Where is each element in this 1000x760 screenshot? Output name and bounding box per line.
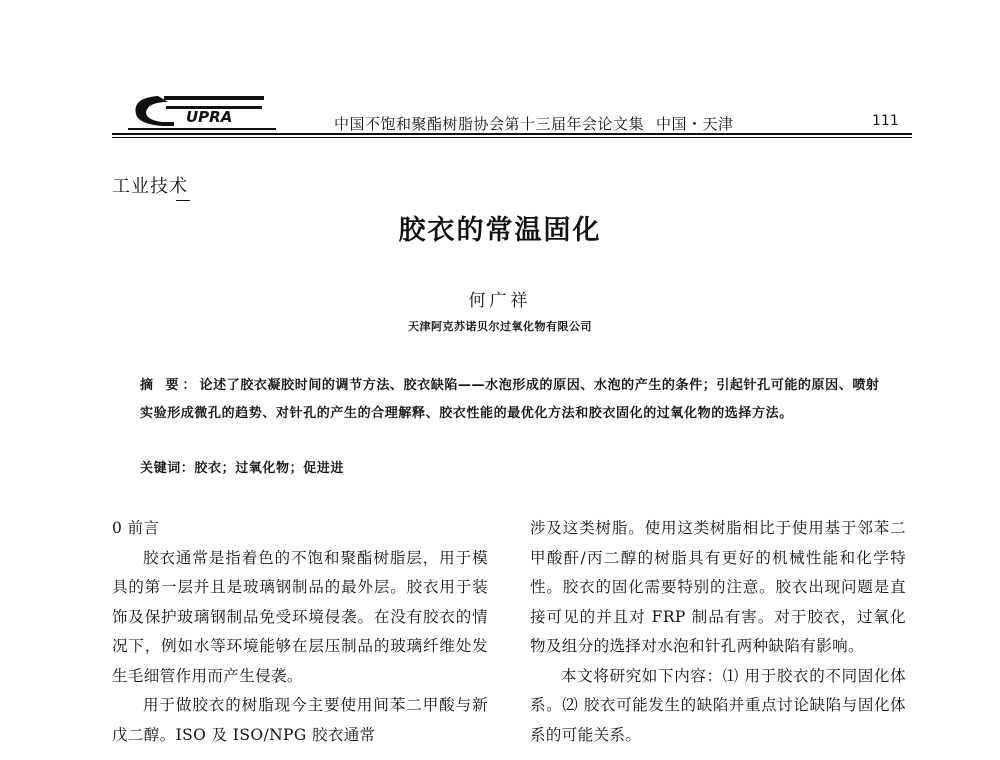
keywords (140, 457, 344, 476)
keywords-text: 胶衣；过氧化物；促进进 (194, 461, 345, 476)
upra-logo (128, 92, 278, 132)
author-name: 何广祥 (468, 291, 532, 311)
paragraph: 涉及这类树脂。使用这类树脂相比于使用基于邻苯二甲酸酐/丙二醇的树脂具有更好的机械性能和化学特性。胶衣的固化需要特别的注意。胶衣出现问题是直接可见的并且对 FRP 制品有害。对于胶衣，过氧化物及组分的选择对水泡和针孔两种缺陷有影响。 (530, 519, 906, 655)
abstract-label: 摘 要： (140, 378, 200, 393)
logo-text: UPRA (186, 108, 233, 126)
category-label: 工业技术 (112, 172, 188, 198)
abstract-text: 论述了胶衣凝胶时间的调节方法、胶衣缺陷——水泡形成的原因、水泡的产生的条件；引起针孔可能的原因、喷射实验形成微孔的趋势、对针孔的产生的合理解释、胶衣性能的最优化方法和胶衣固化的过氧化物的选择方法。 (140, 378, 880, 421)
paragraph: 胶衣通常是指着色的不饱和聚酯树脂层，用于模具的第一层并且是玻璃钢制品的最外层。胶衣用于装饰及保护玻璃钢制品免受环境侵袭。在没有胶衣的情况下，例如水等环境能够在层压制品的玻璃纤维处发生毛细管作用而产生侵袭。 (112, 548, 488, 685)
abstract (140, 372, 885, 427)
section-heading: 0 前言 (112, 519, 160, 537)
right-column (530, 514, 906, 750)
paragraph: 本文将研究如下内容：⑴ 用于胶衣的不同固化体系。⑵ 胶衣可能发生的缺陷并重点讨论缺陷与固化体系的可能关系。 (530, 666, 906, 744)
conference-location: 中国・天津 (656, 115, 734, 133)
journal-title: 中国不饱和聚酯树脂协会第十三届年会论文集 (334, 115, 645, 133)
affiliation: 天津阿克苏诺贝尔过氧化物有限公司 (408, 320, 592, 333)
paragraph: 用于做胶衣的树脂现今主要使用间苯二甲酸与新戊二醇。ISO 及 ISO/NPG 胶衣通常 (112, 696, 488, 744)
page-number: 111 (872, 113, 899, 129)
keywords-label: 关键词： (140, 461, 195, 476)
header-rule-thin (112, 137, 912, 138)
paper-title: 胶衣的常温固化 (398, 215, 602, 246)
header-rule (112, 133, 912, 135)
left-column (112, 514, 488, 750)
